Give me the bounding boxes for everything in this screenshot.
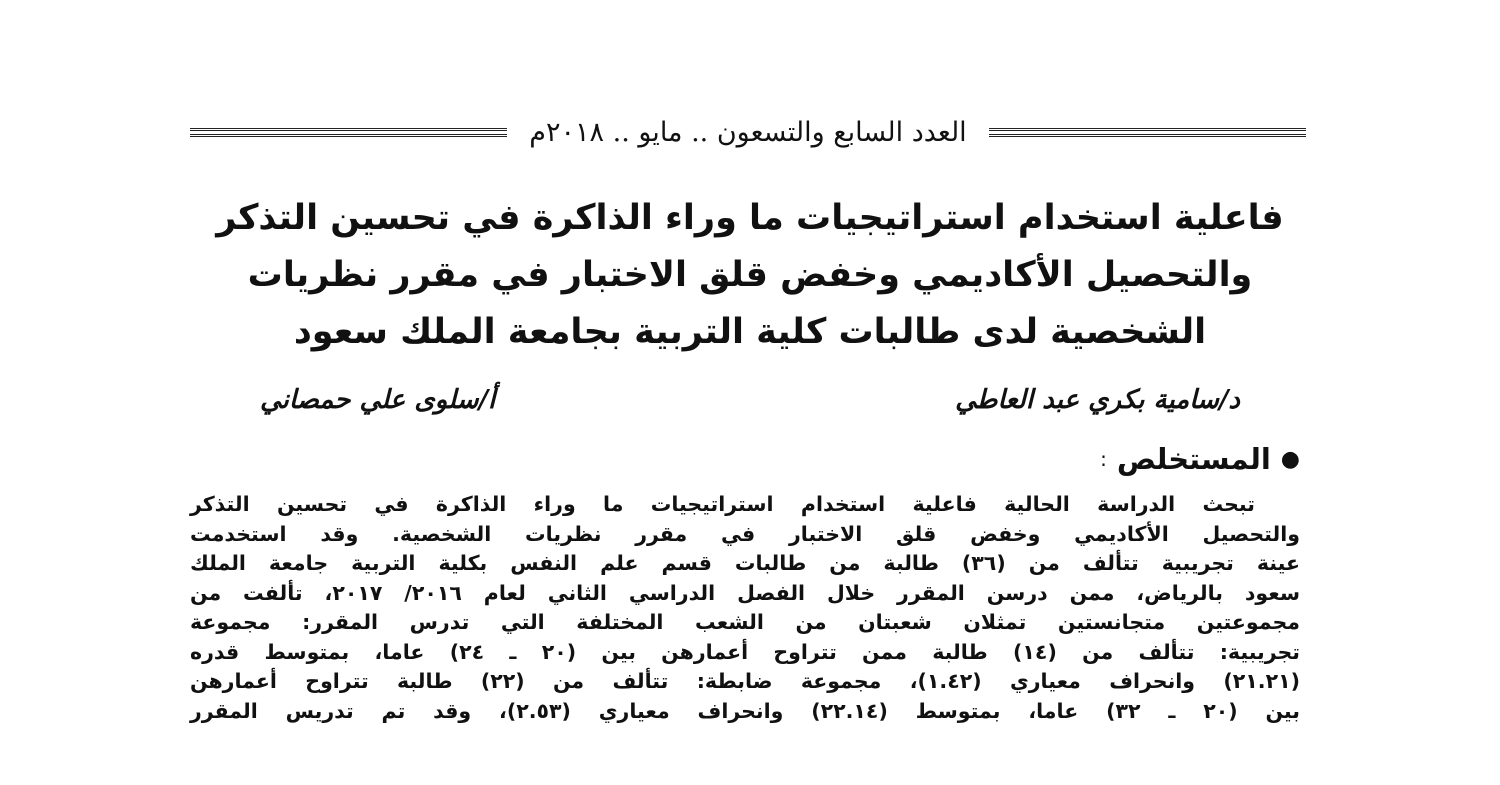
- header-rule-left: [190, 128, 507, 137]
- author-1: د/سامية بكري عبد العاطي: [955, 385, 1240, 415]
- abstract-line: بين (٢٠ ـ ٣٢) عاما، بمتوسط (٢٢.١٤) وانحراف معياري (٢.٥٣)، وقد تم تدريس المقرر: [190, 698, 1300, 723]
- abstract-line: (٢١.٢١) وانحراف معياري (١.٤٢)، مجموعة ضابطة: تتألف من (٢٢) طالبة تتراوح أعمارهن: [190, 669, 1300, 693]
- abstract-heading: [1100, 442, 1300, 476]
- running-header: [190, 112, 1306, 152]
- abstract-colon: :: [1100, 447, 1107, 471]
- issue-label: العدد السابع والتسعون .. مايو .. ٢٠١٨م: [529, 116, 967, 148]
- abstract-line: عينة تجريبية تتألف من (٣٦) طالبة من طالبات قسم علم النفس بكلية التربية جامعة الملك: [190, 551, 1300, 575]
- abstract-body: [190, 490, 1300, 726]
- header-rule-right: [989, 128, 1306, 137]
- article-title: [200, 190, 1300, 361]
- abstract-line: تجريبية: تتألف من (١٤) طالبة ممن تتراوح أعمارهن بين (٢٠ ـ ٢٤) عاما، بمتوسط قدره: [190, 639, 1300, 664]
- title-line: الشخصية لدى طالبات كلية التربية بجامعة الملك سعود: [293, 312, 1207, 352]
- abstract-line: سعود بالرياض، ممن درسن المقرر خلال الفصل الدراسي الثاني لعام ٢٠١٦/ ٢٠١٧، تألفت من: [190, 580, 1301, 605]
- abstract-line: والتحصيل الأكاديمي وخفض قلق الاختبار في مقرر نظريات الشخصية. وقد استخدمت: [190, 521, 1300, 546]
- title-line: فاعلية استخدام استراتيجيات ما وراء الذاكرة في تحسين التذكر: [216, 198, 1284, 238]
- author-2: أ/سلوى علي حمصاني: [260, 385, 496, 415]
- authors: [260, 385, 1240, 415]
- abstract-line: تبحث الدراسة الحالية فاعلية استخدام استراتيجيات ما وراء الذاكرة في تحسين التذكر: [190, 492, 1255, 516]
- title-line: والتحصيل الأكاديمي وخفض قلق الاختبار في مقرر نظريات: [247, 255, 1253, 295]
- bullet-icon: ●: [1280, 446, 1300, 472]
- abstract-line: مجموعتين متجانستين تمثلان شعبتان من الشعب المختلفة التي تدرس المقرر: مجموعة: [190, 610, 1300, 634]
- abstract-heading-text: المستخلص: [1116, 442, 1271, 476]
